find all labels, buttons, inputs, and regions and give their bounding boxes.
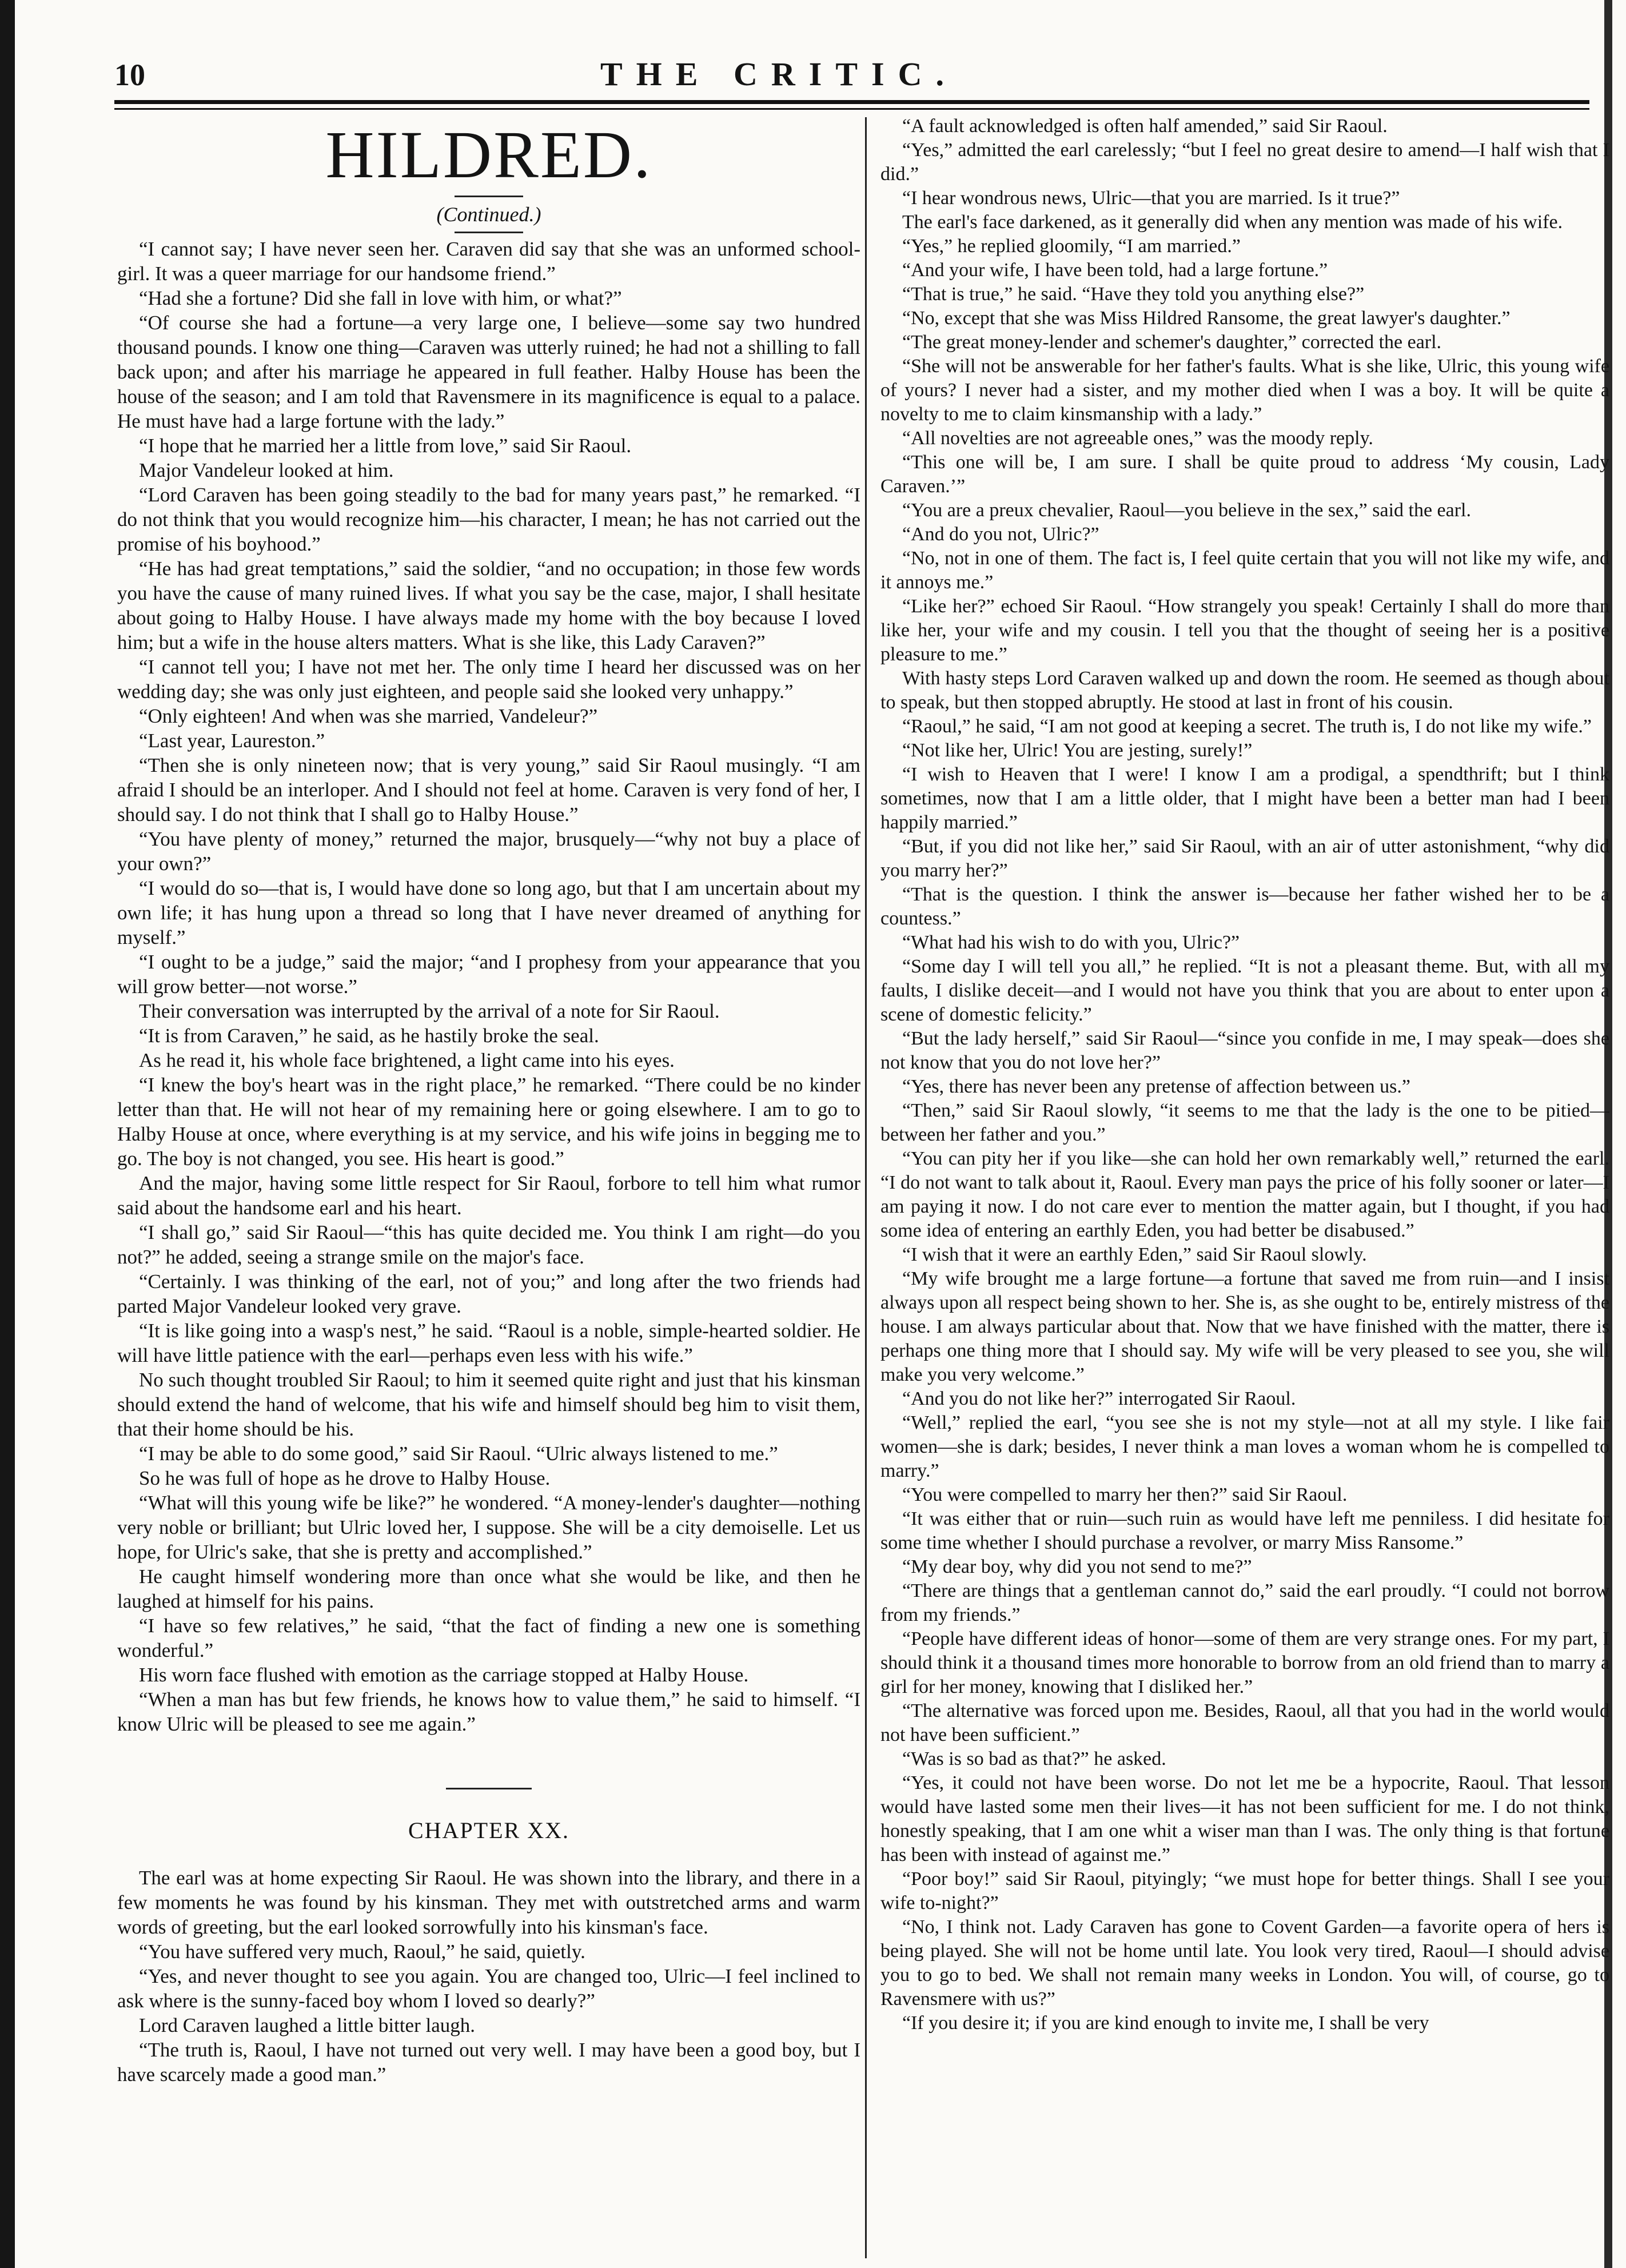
paragraph: “No, not in one of them. The fact is, I feel quite certain that you will not like my wife, and it annoys me.” [880, 548, 1609, 593]
paragraph: “I would do so—that is, I would have done so long ago, but that I am uncertain about my own life; it has hung upon a thread so long that I have never dreamed of anything for myself.” [117, 877, 860, 948]
paragraph: And the major, having some little respect for Sir Raoul, forbore to tell him what rumor said about the handsome earl and his heart. [117, 1172, 860, 1219]
book-spine-shadow [0, 0, 15, 2268]
right-column [880, 114, 1609, 2255]
paragraph: “That is true,” he said. “Have they told you anything else?” [902, 284, 1365, 305]
paragraph: “You can pity her if you like—she can hold her own remarkably well,” returned the earl. “I do not want to talk about it, Raoul. Every man pays the price of his folly sooner or later—I am paying it now. I do not care ever to mention the matter again, but I thought, if you had some idea of entering an earthly Eden, you had better be disabused.” [880, 1148, 1609, 1241]
paragraph: “And do you not, Ulric?” [902, 524, 1099, 545]
paragraph: “I cannot tell you; I have not met her. The only time I heard her discussed was on her wedding day; she was only just eighteen, and people said she looked very unhappy.” [117, 656, 860, 703]
paragraph: Their conversation was interrupted by the arrival of a note for Sir Raoul. [139, 1000, 720, 1022]
paragraph: “I wish to Heaven that I were! I know I am a prodigal, a spendthrift; but I think sometimes, now that I am a little older, that I might have been a better man had I been happily married.” [880, 764, 1609, 833]
paragraph: “I ought to be a judge,” said the major; “and I prophesy from your appearance that you will grow better—not worse.” [117, 951, 860, 998]
paragraph: “There are things that a gentleman cannot do,” said the earl proudly. “I could not borrow from my friends.” [880, 1580, 1609, 1625]
paragraph: “This one will be, I am sure. I shall be quite proud to address ‘My cousin, Lady Caraven.’” [880, 452, 1609, 497]
paragraph: No such thought troubled Sir Raoul; to him it seemed quite right and just that his kinsman should extend the hand of welcome, that his wife and himself should beg him to visit them, that their home should be his. [117, 1369, 860, 1440]
paragraph: “You are a preux chevalier, Raoul—you believe in the sex,” said the earl. [902, 500, 1471, 521]
paragraph: “Lord Caraven has been going steadily to the bad for many years past,” he remarked. “I do not think that you would recognize him—his character, I mean; he has not carried out the promise of his boyhood.” [117, 484, 860, 555]
continued-note: (Continued.) [436, 203, 541, 226]
paragraph: The earl's face darkened, as it generally did when any mention was made of his wife. [902, 212, 1563, 233]
paragraph: “The great money-lender and schemer's daughter,” corrected the earl. [902, 332, 1442, 353]
paragraph: “The truth is, Raoul, I have not turned out very well. I may have been a good boy, but I have scarcely made a good man.” [117, 2039, 860, 2086]
paragraph: “Raoul,” he said, “I am not good at keeping a secret. The truth is, I do not like my wife.” [902, 716, 1592, 737]
story-title: HILDRED. [325, 117, 652, 192]
paragraph: “Yes,” admitted the earl carelessly; “but I feel no great desire to amend—I half wish that I did.” [880, 139, 1609, 185]
running-title: THE CRITIC. [600, 55, 958, 93]
paragraph: With hasty steps Lord Caraven walked up and down the room. He seemed as though about to speak, but then stopped abruptly. He stood at last in front of his cousin. [880, 668, 1609, 713]
paragraph: “What will this young wife be like?” he wondered. “A money-lender's daughter—nothing very noble or brilliant; but Ulric loved her, I suppose. She will be a city demoiselle. Let us hope, for Ulric's sake, that she is pretty and accomplished.” [117, 1492, 860, 1563]
paragraph: As he read it, his whole face brightened, a light came into his eyes. [139, 1049, 675, 1071]
paragraph: “A fault acknowledged is often half amended,” said Sir Raoul. [902, 115, 1388, 137]
paragraph: “Certainly. I was thinking of the earl, not of you;” and long after the two friends had parted Major Vandeleur looked very grave. [117, 1270, 860, 1317]
continued-rule [455, 232, 523, 233]
paragraph: “Last year, Laureston.” [139, 730, 325, 752]
paragraph: “My dear boy, why did you not send to me?” [902, 1556, 1252, 1577]
paragraph: “No, except that she was Miss Hildred Ransome, the great lawyer's daughter.” [902, 308, 1511, 329]
title-rule [455, 196, 523, 197]
paragraph: “If you desire it; if you are kind enough to invite me, I shall be very [902, 2012, 1429, 2034]
paragraph: “No, I think not. Lady Caraven has gone to Covent Garden—a favorite opera of hers is being played. She will not be home until late. You look very tired, Raoul—I should advise you to go to bed. We shall not remain many weeks in London. You will, of course, go to Ravensmere with us?” [880, 1916, 1609, 2010]
paragraph: “And your wife, I have been told, had a large fortune.” [902, 260, 1328, 281]
paragraph: “I wish that it were an earthly Eden,” said Sir Raoul slowly. [902, 1244, 1367, 1265]
paragraph: “You were compelled to marry her then?” said Sir Raoul. [902, 1484, 1348, 1505]
paragraph: “I may be able to do some good,” said Sir Raoul. “Ulric always listened to me.” [139, 1442, 778, 1465]
left-column [117, 114, 860, 2255]
paragraph: “I hear wondrous news, Ulric—that you are married. Is it true?” [902, 188, 1400, 209]
paragraph: The earl was at home expecting Sir Raoul. He was shown into the library, and there in a few moments he was found by his kinsman. They met with outstretched arms and warm words of greeting, but the earl looked sorrowfully into his kinsman's face. [117, 1867, 860, 1938]
paragraph: “I shall go,” said Sir Raoul—“this has quite decided me. You think I am right—do you not?” he added, seeing a strange smile on the major's face. [117, 1221, 860, 1268]
paragraph: “Like her?” echoed Sir Raoul. “How strangely you speak! Certainly I shall do more than like her, your wife and my cousin. I tell you that the thought of seeing her is a positive pleasure to me.” [880, 596, 1609, 665]
column-divider [865, 117, 867, 2258]
paragraph: “But, if you did not like her,” said Sir Raoul, with an air of utter astonishment, “why did you marry her?” [880, 836, 1609, 881]
header-rule-thin [114, 108, 1589, 110]
paragraph: “I cannot say; I have never seen her. Caraven did say that she was an unformed school-girl. It was a queer marriage for our handsome friend.” [117, 238, 860, 285]
paragraph: “You have suffered very much, Raoul,” he said, quietly. [139, 1940, 585, 1963]
paragraph: “That is the question. I think the answer is—because her father wished her to be a countess.” [880, 884, 1609, 929]
paragraph: “Yes, and never thought to see you again. You are changed too, Ulric—I feel inclined to ask where is the sunny-faced boy whom I loved so dearly?” [117, 1965, 860, 2012]
paragraph: “Some day I will tell you all,” he replied. “It is not a pleasant theme. But, with all my faults, I dislike deceit—and I would not have you think that you are about to enter upon a scene of domestic felicity.” [880, 956, 1609, 1025]
paragraph: “All novelties are not agreeable ones,” was the moody reply. [902, 428, 1373, 449]
paragraph: “But the lady herself,” said Sir Raoul—“since you confide in me, I may speak—does she not know that you do not love her?” [880, 1028, 1609, 1073]
page-number: 10 [114, 58, 145, 92]
paragraph: “I have so few relatives,” he said, “that the fact of finding a new one is something wonderful.” [117, 1615, 860, 1661]
paragraph: “It was either that or ruin—such ruin as would have left me penniless. I did hesitate for some time whether I should purchase a revolver, or marry Miss Ransome.” [880, 1508, 1609, 1553]
paragraph: So he was full of hope as he drove to Halby House. [139, 1467, 551, 1489]
paragraph: “Yes, it could not have been worse. Do not let me be a hypocrite, Raoul. That lesson would have lasted some men their lives—it has not been sufficient for me. I do not think, honestly speaking, that I am one whit a wiser man than I was. The only thing is that fortune has been with instead of against me.” [880, 1772, 1609, 1866]
paragraph: “Then she is only nineteen now; that is very young,” said Sir Raoul musingly. “I am afraid I should be an interloper. And I should not feel at home. Caraven is very fond of her, I should say. I do not think that I shall go to Halby House.” [117, 754, 860, 826]
paragraph: “He has had great temptations,” said the soldier, “and no occupation; in those few words you have the cause of many ruined lives. If what you say be the case, major, I shall hesitate about going to Halby House. I have always made my home with the boy because I loved him; but a wife in the house alters matters. What is she like, this Lady Caraven?” [117, 557, 860, 653]
paragraph: “Was is so bad as that?” he asked. [902, 1748, 1166, 1769]
paragraph: “It is like going into a wasp's nest,” he said. “Raoul is a noble, simple-hearted soldier. He will have little patience with the earl—perhaps even less with his wife.” [117, 1320, 860, 1366]
paragraph: “And you do not like her?” interrogated Sir Raoul. [902, 1388, 1296, 1409]
story-text-before-chapter [117, 237, 860, 1736]
chapter-rule [446, 1788, 532, 1789]
paragraph: “Yes, there has never been any pretense of affection between us.” [902, 1076, 1410, 1097]
paragraph: “Yes,” he replied gloomily, “I am married.” [902, 236, 1241, 257]
paragraph: “What had his wish to do with you, Ulric?” [902, 932, 1240, 953]
paragraph: “The alternative was forced upon me. Besides, Raoul, all that you had in the world would not have been sufficient.” [880, 1700, 1609, 1745]
paragraph: “People have different ideas of honor—some of them are very strange ones. For my part, I should think it a thousand times more honorable to borrow from an old friend than to marry a girl for her money, knowing that I disliked her.” [880, 1628, 1609, 1697]
paragraph: “When a man has but few friends, he knows how to value them,” he said to himself. “I know Ulric will be pleased to see me again.” [117, 1688, 860, 1735]
chapter-heading: CHAPTER XX. [408, 1817, 570, 1843]
header-rule [114, 100, 1589, 104]
paragraph: “I knew the boy's heart was in the right place,” he remarked. “There could be no kinder letter than that. He will not hear of my remaining here or going elsewhere. I am to go to Halby House at once, where everything is at my service, and his wife joins in begging me to go. The boy is not changed, you see. His heart is good.” [117, 1074, 860, 1170]
paragraph: “It is from Caraven,” he said, as he hastily broke the seal. [139, 1025, 599, 1047]
paragraph: “I hope that he married her a little from love,” said Sir Raoul. [139, 435, 632, 457]
paragraph: “She will not be answerable for her father's faults. What is she like, Ulric, this young wife of yours? I never had a sister, and my mother died when I was a boy. It will be quite a novelty to me to claim kinsmanship with a lady.” [880, 356, 1609, 425]
paragraph: Lord Caraven laughed a little bitter laugh. [139, 2014, 475, 2036]
paragraph: He caught himself wondering more than once what she would be like, and then he laughed at himself for his pains. [117, 1565, 860, 1612]
paragraph: “Well,” replied the earl, “you see she is not my style—not at all my style. I like fair women—she is dark; besides, I never think a man loves a woman whom he is compelled to marry.” [880, 1412, 1609, 1481]
paragraph: “My wife brought me a large fortune—a fortune that saved me from ruin—and I insist always upon all respect being shown to her. She is, as she ought to be, entirely mistress of the house. I am always particular about that. Now that we have finished with the matter, there is perhaps one thing more that I should say. My wife will be very pleased to see you, she will make you very welcome.” [880, 1268, 1609, 1385]
paragraph: “Only eighteen! And when was she married, Vandeleur?” [139, 705, 598, 727]
paragraph: His worn face flushed with emotion as the carriage stopped at Halby House. [139, 1664, 749, 1686]
chapter-text [117, 1866, 860, 2087]
paragraph: “Had she a fortune? Did she fall in love with him, or what?” [139, 287, 622, 309]
paragraph: Major Vandeleur looked at him. [139, 459, 394, 481]
paragraph: “Of course she had a fortune—a very large one, I believe—some say two hundred thousand pounds. I know one thing—Caraven was utterly ruined; he had not a shilling to fall back upon; and after his marriage he appeared in full feather. Halby House has been the house of the season; and I am told that Ravensmere in its magnificence is equal to a palace. He must have had a large fortune with the lady.” [117, 312, 860, 432]
right-column-text [880, 114, 1609, 2035]
paragraph: “Then,” said Sir Raoul slowly, “it seems to me that the lady is the one to be pitied—between her father and you.” [880, 1100, 1609, 1145]
paragraph: “Poor boy!” said Sir Raoul, pityingly; “we must hope for better things. Shall I see your wife to-night?” [880, 1868, 1609, 1914]
paragraph: “Not like her, Ulric! You are jesting, surely!” [902, 740, 1253, 761]
paragraph: “You have plenty of money,” returned the major, brusquely—“why not buy a place of your own?” [117, 828, 860, 875]
